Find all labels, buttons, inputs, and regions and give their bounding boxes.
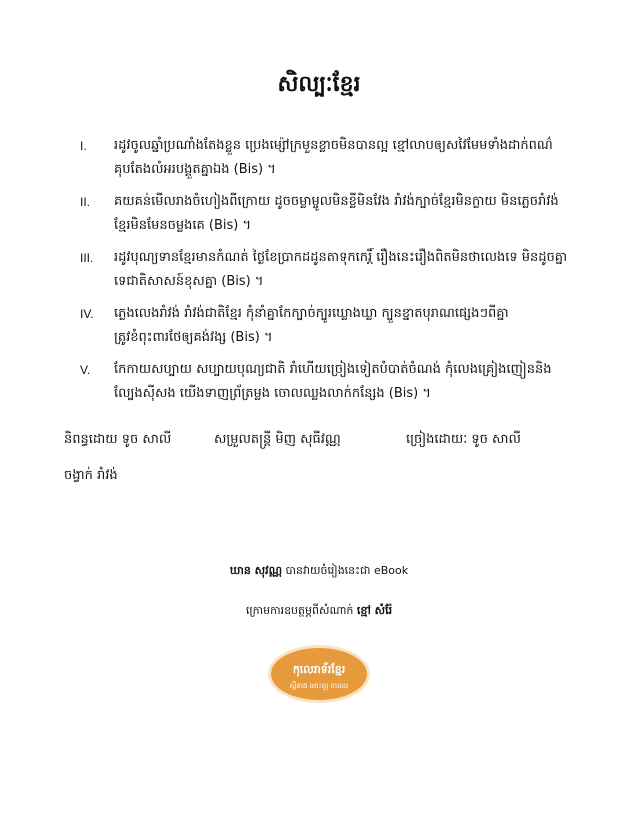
credits-block <box>64 428 564 488</box>
verse-text: ភ្លេងលេងរាំវង់ រាំវង់ជាតិខ្មែរ កុំនាំគ្នាកែក្បាច់ក្បូរឃ្លោងឃ្លា ក្បួនខ្នាតបុរាណផ្សេងៗពីគ្នា ត្រូវខំពុះពារថែឲ្យគង់វង្ស (Bis) ។ <box>114 306 509 345</box>
publisher-logo <box>267 644 371 704</box>
typist-name: ឃាន សុវណ្ណ <box>229 564 283 577</box>
verse-item <box>80 190 570 238</box>
verse-item <box>80 358 570 406</box>
logo-label: កុលេរាទ័រខ្មែរ <box>292 663 346 676</box>
sponsor-note-text: ក្រោមការឧបត្ថម្ភពីសំណាក់ <box>245 604 354 617</box>
music-editor-credit: សម្រួលតន្ត្រី មិញ សុធីវណ្ណ <box>214 432 341 447</box>
ebook-note <box>0 564 638 580</box>
credits-row <box>64 428 564 452</box>
verse-item <box>80 246 570 294</box>
sponsor-note <box>0 604 638 620</box>
verse-text: កែកាយសប្បាយ សប្បាយបុណ្យជាតិ រាំហើយច្រៀងទៀតបំបាត់ចំណង់ កុំលេងគ្រៀងញៀននិងល្បែងស៊ីសង យើងទាញព្រ័ត្រម្លង ចោលឈ្លងលាក់កន្សែង (Bis) ។ <box>114 362 552 401</box>
page-title: សិល្បៈខ្មែរ <box>277 72 361 97</box>
verse-list <box>80 134 570 414</box>
verse-text: រដូវចូលឆ្នាំប្រណាំងតែងខ្លួន ប្រេងម្ស៉ៅក្រមួនខ្លាចមិនបានល្អ ខ្មៅលាបឲ្យសវៃមែមទាំងដាក់ពណ៌ គុបតែងលំអរបង្គួតគ្នាឯង (Bis) ។ <box>114 138 553 177</box>
verse-text: រដូវបុណ្យទានខ្មែរមានកំណត់ ថ្ងៃខែប្រាកដដូនតាទុកកេរ្ដិ៍ រឿងនេះរឿងពិតមិនថាលេងទេ មិនដូចគ្នាទេជាតិសាសន៍ខុសគ្នា (Bis) ។ <box>114 250 568 289</box>
author-credit: និពន្ធដោយ ទូច សាលី <box>64 432 172 447</box>
verse-item <box>80 134 570 182</box>
verse-item <box>80 302 570 350</box>
ebook-note-text: បានវាយចំរៀងនេះជា eBook <box>285 564 409 577</box>
verse-number: III. <box>80 251 94 265</box>
verse-number: II. <box>80 195 91 209</box>
sponsor-name: ខ្មៅ សំរ៉ែ <box>356 604 393 617</box>
verse-text: គយគន់មើលរាងចំហៀងពីក្រោយ ដូចចម្លាម្ចូលមិនខ្លីមិនវែង រាំវង់ក្បាច់ខ្មែរមិនក្លាយ មិនភ្លេចរាំវង់ខ្មែរមិនមែនចម្លងគេ (Bis) ។ <box>114 194 559 233</box>
verse-number: IV. <box>80 307 94 321</box>
verse-number: V. <box>80 363 91 377</box>
verse-number: I. <box>80 139 87 153</box>
logo-sublabel: ស្ទីតាង អោះតូរុ កាលប <box>289 682 349 690</box>
rhythm-credit: ចង្វាក់ រាំវង់ <box>64 468 118 483</box>
singer-credit: ច្រៀងដោយៈ ទូច សាលី <box>406 432 521 447</box>
